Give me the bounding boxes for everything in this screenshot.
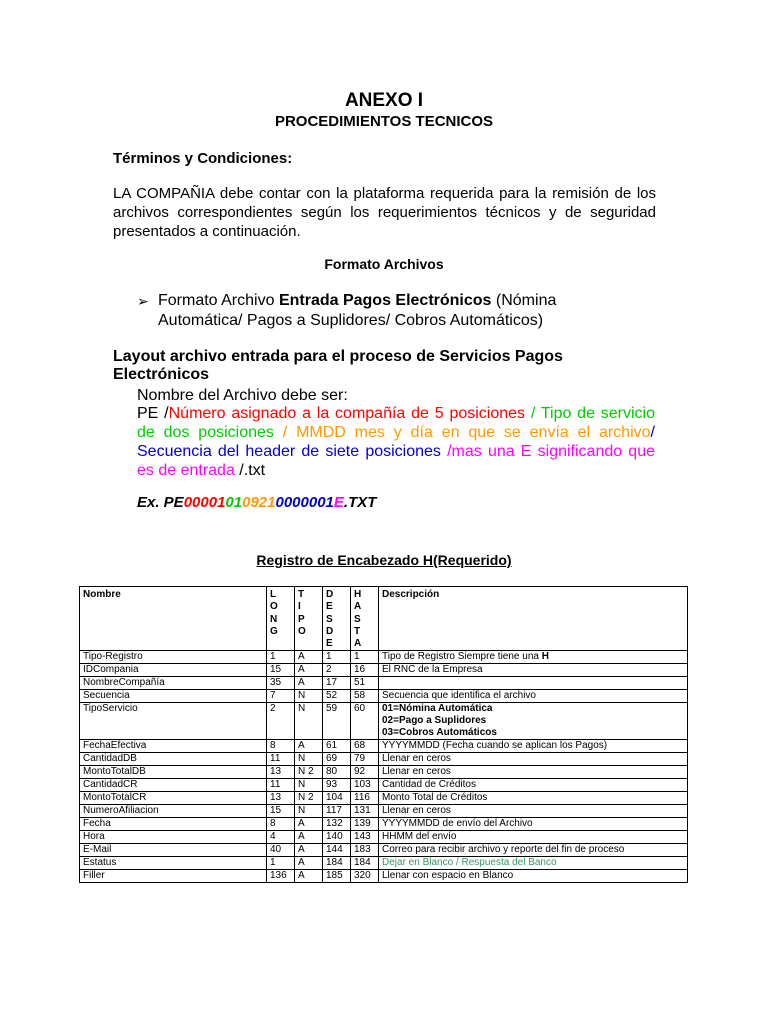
- cell-nombre: FechaEfectiva: [80, 740, 267, 753]
- cell-desde: 59: [323, 703, 351, 740]
- cell-nombre: CantidadCR: [80, 779, 267, 792]
- paragraph-line: archivos correspondientes según los requerimientos técnicos y de seguridad: [113, 204, 656, 221]
- desc-bold-suffix: H: [541, 651, 549, 663]
- cell-hasta: 68: [351, 740, 379, 753]
- table-row: [80, 779, 688, 792]
- cell-descripcion: [379, 844, 688, 857]
- table-row: [80, 870, 688, 883]
- cell-tipo: N 2: [295, 792, 323, 805]
- arrow-bullet-icon: ➢: [137, 293, 149, 309]
- cell-tipo: A: [295, 818, 323, 831]
- cell-tipo: A: [295, 651, 323, 664]
- cell-long: 1: [267, 857, 295, 870]
- cell-long: 35: [267, 677, 295, 690]
- desc-line: 01=Nómina Automática: [382, 703, 493, 715]
- desc-text: Monto Total de Créditos: [382, 792, 488, 804]
- paragraph-line: LA COMPAÑIA debe contar con la plataforma requerida para la remisión de los: [113, 185, 656, 202]
- registro-heading: Registro de Encabezado H(Requerido): [256, 552, 512, 568]
- cell-nombre: Estatus: [80, 857, 267, 870]
- cell-nombre: TipoServicio: [80, 703, 267, 740]
- cell-descripcion: [379, 792, 688, 805]
- cell-hasta: 139: [351, 818, 379, 831]
- cell-descripcion: [379, 831, 688, 844]
- cell-long: 13: [267, 766, 295, 779]
- cell-long: 7: [267, 690, 295, 703]
- cell-long: 13: [267, 792, 295, 805]
- col-header-descripcion: Descripción: [379, 587, 688, 651]
- cell-long: 4: [267, 831, 295, 844]
- cell-hasta: 131: [351, 805, 379, 818]
- cell-descripcion: [379, 753, 688, 766]
- cell-hasta: 116: [351, 792, 379, 805]
- cell-descripcion: [379, 664, 688, 677]
- cell-descripcion: [379, 805, 688, 818]
- cell-long: 11: [267, 753, 295, 766]
- desc-text: YYYYMMDD de envío del Archivo: [382, 818, 533, 830]
- nombre-label: Nombre del Archivo debe ser:: [137, 387, 348, 404]
- table-row: [80, 664, 688, 677]
- table-row: [80, 805, 688, 818]
- col-header-tipo: T I P O: [295, 587, 323, 651]
- cell-desde: 132: [323, 818, 351, 831]
- cell-nombre: Tipo-Registro: [80, 651, 267, 664]
- bullet-item: [137, 291, 637, 331]
- desc-line: 02=Pago a Suplidores: [382, 715, 487, 727]
- col-header-nombre: Nombre: [80, 587, 267, 651]
- cell-nombre: NumeroAfiliacion: [80, 805, 267, 818]
- bullet-line-2: Automática/ Pagos a Suplidores/ Cobros Automáticos): [158, 312, 544, 329]
- cell-hasta: 143: [351, 831, 379, 844]
- cell-nombre: CantidadDB: [80, 753, 267, 766]
- cell-descripcion: [379, 870, 688, 883]
- page-subtitle: PROCEDIMIENTOS TECNICOS: [274, 113, 494, 130]
- cell-descripcion: [379, 818, 688, 831]
- cell-desde: 1: [323, 651, 351, 664]
- desc-text: Llenar con espacio en Blanco: [382, 870, 514, 882]
- table-row: [80, 818, 688, 831]
- cell-descripcion: [379, 857, 688, 870]
- cell-tipo: A: [295, 664, 323, 677]
- cell-descripcion: [379, 677, 688, 690]
- cell-desde: 184: [323, 857, 351, 870]
- cell-nombre: MontoTotalDB: [80, 766, 267, 779]
- col-header-long: L O N G: [267, 587, 295, 651]
- table-row: [80, 857, 688, 870]
- cell-hasta: 92: [351, 766, 379, 779]
- cell-hasta: 60: [351, 703, 379, 740]
- table-row: [80, 753, 688, 766]
- cell-desde: 17: [323, 677, 351, 690]
- cell-nombre: Hora: [80, 831, 267, 844]
- page-title: ANEXO I: [344, 90, 424, 111]
- cell-hasta: 103: [351, 779, 379, 792]
- cell-nombre: Filler: [80, 870, 267, 883]
- cell-desde: 2: [323, 664, 351, 677]
- cell-long: 136: [267, 870, 295, 883]
- cell-descripcion: [379, 766, 688, 779]
- cell-descripcion: [379, 651, 688, 664]
- cell-long: 40: [267, 844, 295, 857]
- table-row: [80, 831, 688, 844]
- spec-line: PE /Número asignado a la compañía de 5 posiciones / Tipo de servicio: [137, 405, 656, 422]
- cell-hasta: 184: [351, 857, 379, 870]
- cell-tipo: N: [295, 703, 323, 740]
- layout-heading: Layout archivo entrada para el proceso de Servicios Pagos Electrónicos: [113, 348, 563, 383]
- desc-text: Dejar en Blanco / Respuesta del Banco: [382, 857, 557, 869]
- cell-nombre: Fecha: [80, 818, 267, 831]
- cell-hasta: 79: [351, 753, 379, 766]
- table-row: [80, 690, 688, 703]
- desc-text: Cantidad de Créditos: [382, 779, 476, 791]
- desc-text: Llenar en ceros: [382, 766, 451, 778]
- cell-tipo: N: [295, 753, 323, 766]
- filename-example: Ex. PE000010109210000001E.TXT: [137, 494, 377, 511]
- cell-desde: 93: [323, 779, 351, 792]
- desc-text: Secuencia que identifica el archivo: [382, 690, 536, 702]
- cell-tipo: N 2: [295, 766, 323, 779]
- cell-tipo: A: [295, 857, 323, 870]
- formato-heading: Formato Archivos: [324, 256, 444, 272]
- terms-heading: Términos y Condiciones:: [113, 150, 293, 167]
- table-row: [80, 740, 688, 753]
- cell-tipo: A: [295, 740, 323, 753]
- cell-long: 15: [267, 664, 295, 677]
- header-record-table: [79, 586, 688, 883]
- cell-long: 15: [267, 805, 295, 818]
- cell-hasta: 51: [351, 677, 379, 690]
- cell-desde: 140: [323, 831, 351, 844]
- spec-line: es de entrada /.txt: [137, 462, 266, 479]
- cell-desde: 80: [323, 766, 351, 779]
- cell-descripcion: [379, 690, 688, 703]
- desc-line: 03=Cobros Automáticos: [382, 727, 497, 739]
- cell-long: 8: [267, 818, 295, 831]
- cell-hasta: 16: [351, 664, 379, 677]
- cell-long: 11: [267, 779, 295, 792]
- cell-tipo: N: [295, 779, 323, 792]
- bullet-line-1: Formato Archivo Entrada Pagos Electrónicos (Nómina: [158, 292, 557, 309]
- cell-long: 1: [267, 651, 295, 664]
- desc-text: Llenar en ceros: [382, 753, 451, 765]
- cell-long: 2: [267, 703, 295, 740]
- table-row: [80, 792, 688, 805]
- cell-desde: 117: [323, 805, 351, 818]
- table-row: [80, 677, 688, 690]
- cell-hasta: 183: [351, 844, 379, 857]
- desc-text: YYYYMMDD (Fecha cuando se aplican los Pagos): [382, 740, 608, 752]
- cell-descripcion: [379, 703, 688, 740]
- table-header-row: [80, 587, 688, 651]
- cell-nombre: NombreCompañía: [80, 677, 267, 690]
- cell-nombre: MontoTotalCR: [80, 792, 267, 805]
- cell-descripcion: [379, 779, 688, 792]
- cell-tipo: A: [295, 677, 323, 690]
- desc-text: El RNC de la Empresa: [382, 664, 483, 676]
- cell-desde: 52: [323, 690, 351, 703]
- desc-text: Correo para recibir archivo y reporte del fin de proceso: [382, 844, 625, 856]
- cell-hasta: 320: [351, 870, 379, 883]
- cell-tipo: N: [295, 805, 323, 818]
- cell-nombre: Secuencia: [80, 690, 267, 703]
- table-row: [80, 651, 688, 664]
- col-header-hasta: H A S T A: [351, 587, 379, 651]
- cell-tipo: A: [295, 831, 323, 844]
- cell-long: 8: [267, 740, 295, 753]
- cell-tipo: A: [295, 844, 323, 857]
- cell-descripcion: [379, 740, 688, 753]
- spec-line: Secuencia del header de siete posiciones /mas una E significando que: [137, 443, 656, 460]
- filename-spec: [137, 404, 655, 480]
- table-row: [80, 703, 688, 740]
- cell-hasta: 58: [351, 690, 379, 703]
- col-header-desde: D E S D E: [323, 587, 351, 651]
- cell-desde: 61: [323, 740, 351, 753]
- terms-paragraph: [113, 184, 656, 241]
- cell-desde: 69: [323, 753, 351, 766]
- paragraph-line: presentados a continuación.: [113, 223, 301, 240]
- cell-desde: 185: [323, 870, 351, 883]
- spec-line: de dos posiciones / MMDD mes y día en que se envía el archivo/: [137, 424, 655, 441]
- cell-nombre: E-Mail: [80, 844, 267, 857]
- desc-text: Tipo de Registro Siempre tiene una: [382, 651, 542, 663]
- cell-nombre: IDCompania: [80, 664, 267, 677]
- cell-desde: 104: [323, 792, 351, 805]
- cell-tipo: N: [295, 690, 323, 703]
- desc-text: HHMM del envío: [382, 831, 457, 843]
- desc-text: Llenar en ceros: [382, 805, 451, 817]
- table-row: [80, 766, 688, 779]
- cell-tipo: A: [295, 870, 323, 883]
- table-row: [80, 844, 688, 857]
- cell-desde: 144: [323, 844, 351, 857]
- cell-hasta: 1: [351, 651, 379, 664]
